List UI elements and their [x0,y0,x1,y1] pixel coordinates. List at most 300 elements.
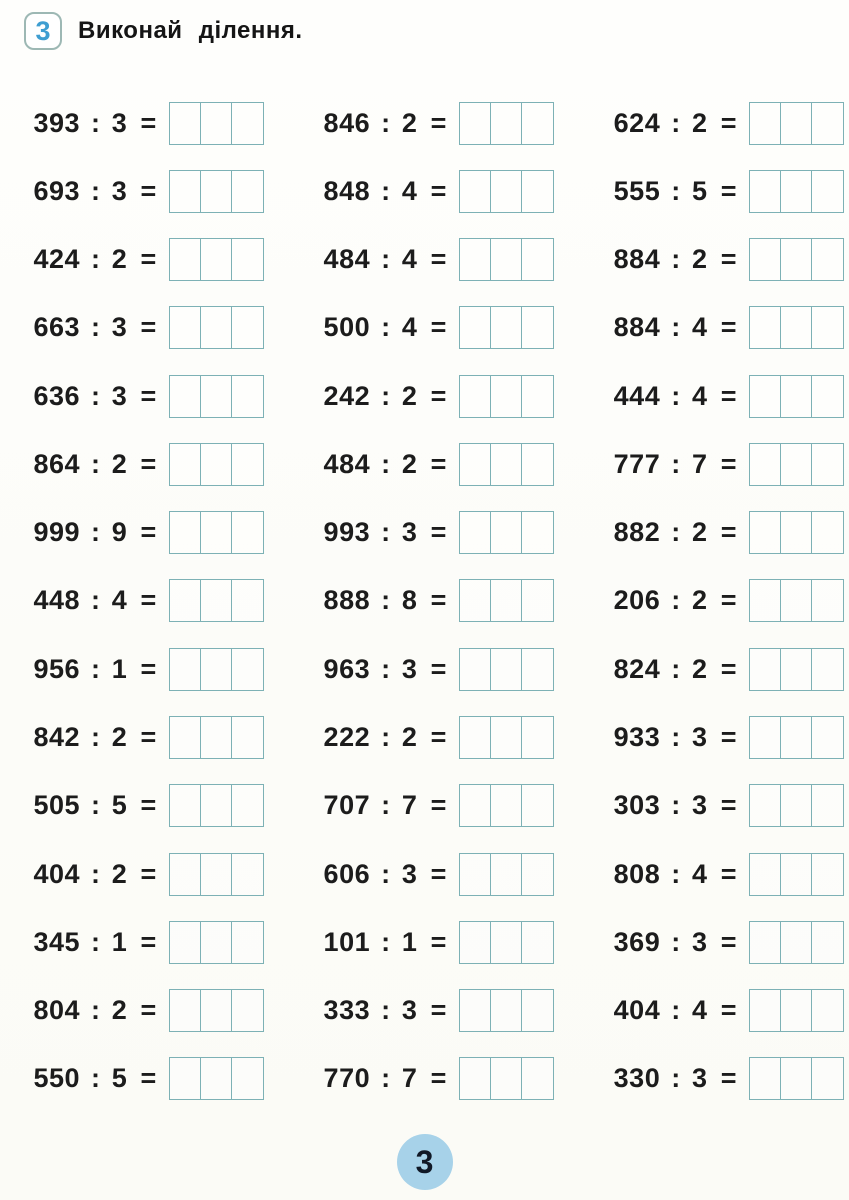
answer-cell[interactable] [812,922,843,963]
answer-cell[interactable] [491,990,522,1031]
answer-cell[interactable] [170,785,201,826]
answer-box [749,921,844,964]
answer-cell[interactable] [522,444,553,485]
division-sign: : [91,858,101,889]
answer-cell[interactable] [522,307,553,348]
answer-cell[interactable] [201,239,232,280]
answer-cell[interactable] [781,239,812,280]
answer-cell[interactable] [460,103,491,144]
answer-cell[interactable] [460,239,491,280]
answer-cell[interactable] [750,1058,781,1099]
answer-cell[interactable] [750,854,781,895]
equals-sign: = [140,585,157,616]
page-number-badge [397,1134,453,1190]
problem-row [24,168,264,214]
answer-cell[interactable] [232,785,263,826]
answer-cell[interactable] [522,512,553,553]
divisor: 3 [401,995,418,1026]
answer-cell[interactable] [460,512,491,553]
answer-cell[interactable] [750,580,781,621]
divisor: 2 [111,722,128,753]
divisor: 3 [691,722,708,753]
answer-cell[interactable] [201,649,232,690]
answer-cell[interactable] [232,580,263,621]
answer-cell[interactable] [201,171,232,212]
problem-row [314,851,554,897]
equals-sign: = [430,858,447,889]
dividend: 484 [323,244,371,275]
answer-cell[interactable] [522,649,553,690]
problem-row [24,578,264,624]
divisor: 2 [111,448,128,479]
divisor: 3 [691,926,708,957]
answer-cell[interactable] [781,376,812,417]
equals-sign: = [430,722,447,753]
answer-cell[interactable] [201,990,232,1031]
answer-cell[interactable] [460,307,491,348]
divisor: 3 [111,380,128,411]
answer-cell[interactable] [170,171,201,212]
answer-cell[interactable] [460,444,491,485]
answer-cell[interactable] [170,990,201,1031]
dividend: 505 [33,790,80,821]
answer-box [459,511,554,554]
division-sign: : [381,1063,391,1094]
divisor: 5 [111,790,128,821]
answer-box [169,579,264,622]
division-sign: : [91,175,101,206]
equals-sign: = [430,585,447,616]
answer-cell[interactable] [460,1058,491,1099]
answer-cell[interactable] [232,922,263,963]
answer-cell[interactable] [812,1058,843,1099]
division-sign: : [381,312,391,343]
answer-cell[interactable] [460,854,491,895]
answer-cell[interactable] [170,239,201,280]
answer-cell[interactable] [812,239,843,280]
problem-row [24,237,264,283]
divisor: 3 [111,107,128,138]
answer-box [459,648,554,691]
division-sign: : [671,380,681,411]
answer-cell[interactable] [812,785,843,826]
problem-row [604,237,844,283]
answer-cell[interactable] [491,580,522,621]
answer-cell[interactable] [522,922,553,963]
answer-cell[interactable] [232,239,263,280]
answer-cell[interactable] [781,103,812,144]
answer-cell[interactable] [750,171,781,212]
answer-cell[interactable] [812,307,843,348]
answer-cell[interactable] [232,1058,263,1099]
answer-box [459,579,554,622]
answer-cell[interactable] [232,854,263,895]
answer-cell[interactable] [232,444,263,485]
answer-cell[interactable] [812,854,843,895]
answer-cell[interactable] [781,990,812,1031]
equals-sign: = [140,722,157,753]
answer-box [169,648,264,691]
dividend: 999 [33,517,80,548]
division-sign: : [381,107,391,138]
problem-row [604,1056,844,1102]
answer-cell[interactable] [750,922,781,963]
answer-cell[interactable] [812,649,843,690]
answer-cell[interactable] [781,717,812,758]
equals-sign: = [430,653,447,684]
answer-cell[interactable] [170,376,201,417]
answer-box [459,989,554,1032]
equals-sign: = [720,1063,737,1094]
equals-sign: = [430,1063,447,1094]
equals-sign: = [140,995,157,1026]
answer-cell[interactable] [750,376,781,417]
page-number: 3 [415,1143,434,1180]
answer-cell[interactable] [460,922,491,963]
answer-box [749,989,844,1032]
answer-cell[interactable] [201,444,232,485]
divisor: 3 [111,175,128,206]
equals-sign: = [720,995,737,1026]
answer-cell[interactable] [201,103,232,144]
dividend: 824 [613,653,661,684]
equals-sign: = [140,244,157,275]
answer-cell[interactable] [491,444,522,485]
answer-cell[interactable] [460,990,491,1031]
answer-box [169,170,264,213]
answer-box [459,306,554,349]
dividend: 956 [33,653,80,684]
answer-box [169,1057,264,1100]
problem-row [314,100,554,146]
answer-cell[interactable] [522,990,553,1031]
divisor: 1 [401,926,418,957]
division-sign: : [91,312,101,343]
divisor: 4 [111,585,128,616]
answer-cell[interactable] [232,103,263,144]
answer-cell[interactable] [522,171,553,212]
problem-row [314,305,554,351]
answer-cell[interactable] [522,376,553,417]
division-sign: : [671,175,681,206]
answer-cell[interactable] [170,717,201,758]
divisor: 2 [401,380,418,411]
answer-cell[interactable] [812,512,843,553]
dividend: 882 [613,517,661,548]
answer-cell[interactable] [232,717,263,758]
dividend: 636 [33,380,80,411]
equals-sign: = [720,517,737,548]
answer-cell[interactable] [460,785,491,826]
answer-cell[interactable] [812,444,843,485]
equals-sign: = [720,448,737,479]
dividend: 888 [323,585,371,616]
answer-cell[interactable] [201,580,232,621]
answer-cell[interactable] [491,649,522,690]
answer-box [169,511,264,554]
equals-sign: = [140,175,157,206]
answer-cell[interactable] [750,649,781,690]
answer-cell[interactable] [170,1058,201,1099]
answer-cell[interactable] [750,103,781,144]
answer-cell[interactable] [522,854,553,895]
answer-box [749,238,844,281]
dividend: 330 [613,1063,661,1094]
answer-cell[interactable] [491,239,522,280]
answer-box [459,1057,554,1100]
problem-row [314,237,554,283]
answer-cell[interactable] [812,376,843,417]
problem-row [604,646,844,692]
answer-cell[interactable] [460,171,491,212]
answer-cell[interactable] [781,307,812,348]
problem-row [314,919,554,965]
divisor: 2 [401,107,418,138]
answer-cell[interactable] [201,717,232,758]
answer-cell[interactable] [460,649,491,690]
answer-box [169,784,264,827]
answer-box [749,1057,844,1100]
dividend: 606 [323,858,371,889]
division-sign: : [91,995,101,1026]
answer-cell[interactable] [522,785,553,826]
problem-row [604,988,844,1034]
answer-cell[interactable] [750,990,781,1031]
answer-cell[interactable] [491,512,522,553]
dividend: 693 [33,175,80,206]
answer-cell[interactable] [232,649,263,690]
divisor: 4 [401,175,418,206]
answer-cell[interactable] [522,1058,553,1099]
answer-cell[interactable] [170,512,201,553]
divisor: 2 [401,448,418,479]
divisor: 9 [111,517,128,548]
dividend: 404 [613,995,661,1026]
divisor: 2 [401,722,418,753]
equals-sign: = [720,722,737,753]
problem-row [314,988,554,1034]
answer-cell[interactable] [201,376,232,417]
answer-cell[interactable] [460,376,491,417]
division-sign: : [671,790,681,821]
equals-sign: = [720,790,737,821]
dividend: 500 [323,312,371,343]
divisor: 7 [401,1063,418,1094]
problem-row [604,510,844,556]
equals-sign: = [430,175,447,206]
division-sign: : [91,653,101,684]
worksheet-column-2 [314,100,554,1102]
answer-box [169,102,264,145]
answer-cell[interactable] [812,103,843,144]
dividend: 206 [613,585,661,616]
dividend: 550 [33,1063,80,1094]
task-number: 3 [35,15,51,46]
problem-row [24,646,264,692]
answer-cell[interactable] [750,307,781,348]
answer-box [749,375,844,418]
division-sign: : [91,107,101,138]
answer-cell[interactable] [750,444,781,485]
problem-row [24,851,264,897]
answer-cell[interactable] [781,580,812,621]
answer-cell[interactable] [491,717,522,758]
equals-sign: = [720,175,737,206]
problem-row [604,783,844,829]
equals-sign: = [430,312,447,343]
answer-cell[interactable] [750,239,781,280]
answer-cell[interactable] [522,580,553,621]
division-sign: : [91,380,101,411]
equals-sign: = [140,926,157,957]
dividend: 624 [613,107,661,138]
dividend: 444 [613,380,661,411]
answer-cell[interactable] [170,580,201,621]
answer-cell[interactable] [781,649,812,690]
answer-cell[interactable] [232,376,263,417]
answer-cell[interactable] [781,854,812,895]
worksheet-column-3 [604,100,844,1102]
problem-row [604,441,844,487]
answer-cell[interactable] [491,922,522,963]
answer-cell[interactable] [781,512,812,553]
answer-cell[interactable] [491,307,522,348]
problem-row [24,715,264,761]
answer-cell[interactable] [812,717,843,758]
equals-sign: = [140,312,157,343]
answer-cell[interactable] [460,580,491,621]
equals-sign: = [720,312,737,343]
answer-box [459,170,554,213]
answer-cell[interactable] [170,307,201,348]
problem-row [314,1056,554,1102]
answer-cell[interactable] [460,717,491,758]
equals-sign: = [430,380,447,411]
equals-sign: = [430,790,447,821]
answer-cell[interactable] [201,922,232,963]
dividend: 393 [33,107,80,138]
footer [0,1134,849,1190]
dividend: 303 [613,790,661,821]
dividend: 707 [323,790,371,821]
answer-cell[interactable] [201,785,232,826]
divisor: 3 [401,653,418,684]
problem-row [24,988,264,1034]
equals-sign: = [720,926,737,957]
answer-box [749,170,844,213]
answer-cell[interactable] [491,171,522,212]
answer-cell[interactable] [170,103,201,144]
answer-cell[interactable] [812,580,843,621]
dividend: 884 [613,312,661,343]
answer-cell[interactable] [522,717,553,758]
answer-cell[interactable] [232,990,263,1031]
division-sign: : [671,517,681,548]
problem-row [314,646,554,692]
answer-cell[interactable] [170,649,201,690]
divisor: 7 [401,790,418,821]
answer-box [459,716,554,759]
division-sign: : [91,585,101,616]
answer-cell[interactable] [491,1058,522,1099]
problem-row [604,373,844,419]
answer-cell[interactable] [812,990,843,1031]
problem-row [314,168,554,214]
answer-cell[interactable] [781,1058,812,1099]
answer-cell[interactable] [201,854,232,895]
equals-sign: = [140,790,157,821]
answer-cell[interactable] [522,239,553,280]
equals-sign: = [140,107,157,138]
page-title: Виконай ділення. [78,17,303,44]
divisor: 2 [111,244,128,275]
dividend: 424 [33,244,80,275]
answer-cell[interactable] [781,785,812,826]
answer-cell[interactable] [232,171,263,212]
answer-cell[interactable] [491,376,522,417]
equals-sign: = [720,380,737,411]
divisor: 1 [111,653,128,684]
answer-cell[interactable] [781,922,812,963]
answer-cell[interactable] [170,854,201,895]
answer-cell[interactable] [750,717,781,758]
answer-cell[interactable] [781,444,812,485]
answer-cell[interactable] [201,512,232,553]
divisor: 2 [691,107,708,138]
worksheet-column-1 [24,100,264,1102]
division-sign: : [381,995,391,1026]
problems-grid [24,100,844,1102]
equals-sign: = [140,1063,157,1094]
division-sign: : [381,517,391,548]
answer-cell[interactable] [201,307,232,348]
division-sign: : [91,926,101,957]
equals-sign: = [140,380,157,411]
equals-sign: = [430,244,447,275]
answer-cell[interactable] [522,103,553,144]
answer-cell[interactable] [232,512,263,553]
division-sign: : [671,1063,681,1094]
answer-cell[interactable] [232,307,263,348]
answer-cell[interactable] [750,785,781,826]
divisor: 2 [111,995,128,1026]
problem-row [314,578,554,624]
answer-cell[interactable] [170,922,201,963]
division-sign: : [671,244,681,275]
divisor: 3 [691,790,708,821]
answer-cell[interactable] [491,103,522,144]
answer-box [459,921,554,964]
problem-row [314,783,554,829]
answer-box [169,375,264,418]
answer-cell[interactable] [812,171,843,212]
answer-cell[interactable] [201,1058,232,1099]
answer-cell[interactable] [491,785,522,826]
divisor: 4 [691,380,708,411]
answer-cell[interactable] [170,444,201,485]
equals-sign: = [140,517,157,548]
answer-cell[interactable] [781,171,812,212]
answer-box [749,784,844,827]
equals-sign: = [140,653,157,684]
answer-cell[interactable] [750,512,781,553]
division-sign: : [381,380,391,411]
answer-cell[interactable] [491,854,522,895]
answer-box [749,511,844,554]
problem-row [314,715,554,761]
division-sign: : [91,244,101,275]
dividend: 963 [323,653,371,684]
